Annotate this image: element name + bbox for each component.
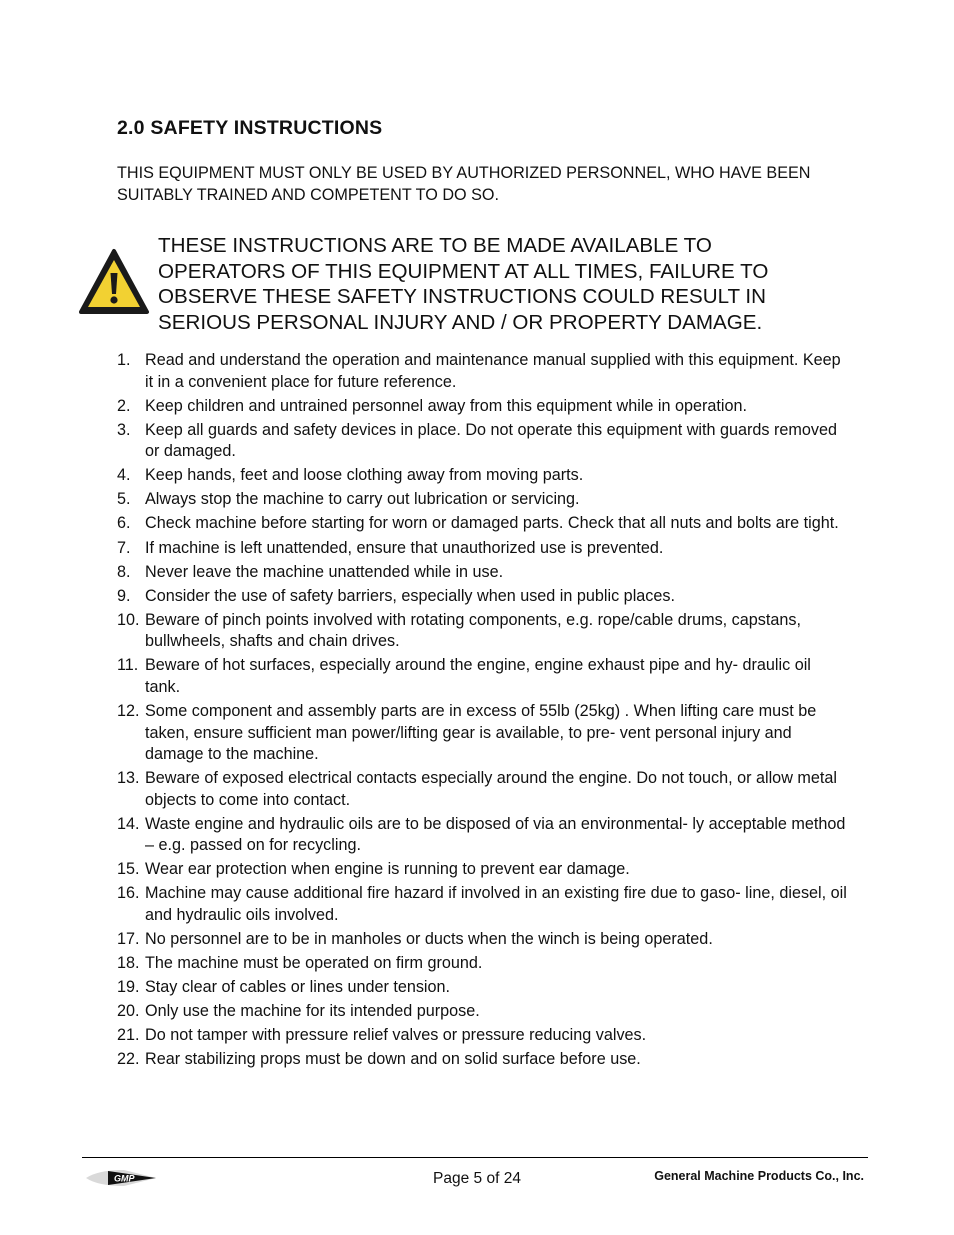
instruction-item bbox=[117, 396, 847, 418]
instruction-item bbox=[117, 586, 847, 608]
instruction-item bbox=[117, 768, 847, 811]
instruction-text: Some component and assembly parts are in excess of 55lb (25kg) . When lifting care must be taken, ensure sufficient man power/lifting gear is available, to pre- vent personal injury and damage to the machine. bbox=[145, 702, 817, 764]
instruction-item bbox=[117, 953, 847, 975]
safety-instructions-list bbox=[117, 350, 847, 1074]
instruction-item bbox=[117, 489, 847, 511]
instruction-text: Never leave the machine unattended while in use. bbox=[145, 562, 504, 581]
instruction-item bbox=[117, 420, 847, 463]
instruction-item bbox=[117, 1025, 847, 1047]
instruction-text: Beware of pinch points involved with rotating components, e.g. rope/cable drums, capstans, bullwheels, shafts and chain drives. bbox=[145, 610, 801, 651]
instruction-number: 6. bbox=[117, 514, 131, 533]
instruction-item bbox=[117, 701, 847, 766]
instruction-number: 1. bbox=[117, 351, 131, 369]
instruction-number: 4. bbox=[117, 466, 131, 485]
instruction-number: 18. bbox=[117, 954, 140, 973]
instruction-text: Rear stabilizing props must be down and on solid surface before use. bbox=[145, 1050, 641, 1069]
instruction-text: Waste engine and hydraulic oils are to be disposed of via an environmental- ly acceptable method – e.g. passed on for recycling. bbox=[145, 814, 846, 855]
instruction-text: Keep all guards and safety devices in place. Do not operate this equipment with guards removed or damaged. bbox=[145, 420, 837, 461]
instruction-number: 7. bbox=[117, 538, 131, 557]
instruction-item bbox=[117, 562, 847, 584]
warning-triangle-icon bbox=[78, 248, 150, 316]
instruction-text: The machine must be operated on firm ground. bbox=[145, 954, 483, 973]
instruction-number: 21. bbox=[117, 1026, 140, 1045]
instruction-text: Keep hands, feet and loose clothing away from moving parts. bbox=[145, 466, 584, 485]
instruction-item bbox=[117, 883, 847, 926]
instruction-text: Do not tamper with pressure relief valves or pressure reducing valves. bbox=[145, 1026, 647, 1045]
instruction-item bbox=[117, 977, 847, 999]
instruction-number: 19. bbox=[117, 978, 140, 997]
instruction-number: 3. bbox=[117, 420, 131, 439]
instruction-item bbox=[117, 1049, 847, 1071]
instruction-item bbox=[117, 814, 847, 857]
company-name: General Machine Products Co., Inc. bbox=[654, 1169, 864, 1183]
instruction-item bbox=[117, 538, 847, 560]
intro-paragraph: THIS EQUIPMENT MUST ONLY BE USED BY AUTHORIZED PERSONNEL, WHO HAVE BEEN SUITABLY TRAINED AND COMPETENT TO DO SO. bbox=[117, 164, 811, 204]
warning-line: OPERATORS OF THIS EQUIPMENT AT ALL TIMES, FAILURE TO bbox=[158, 259, 769, 283]
instruction-text: Keep children and untrained personnel away from this equipment while in operation. bbox=[145, 396, 748, 415]
instruction-item bbox=[117, 859, 847, 881]
instruction-number: 15. bbox=[117, 860, 140, 879]
instruction-number: 2. bbox=[117, 396, 131, 415]
instruction-text: Beware of hot surfaces, especially around the engine, engine exhaust pipe and hy- draulic oil tank. bbox=[145, 656, 811, 696]
instruction-text: Stay clear of cables or lines under tension. bbox=[145, 978, 451, 997]
instruction-item bbox=[117, 1001, 847, 1023]
instruction-text: Wear ear protection when engine is running to prevent ear damage. bbox=[145, 860, 630, 879]
instruction-text: Consider the use of safety barriers, especially when used in public places. bbox=[145, 586, 675, 605]
logo-text: GMP bbox=[114, 1173, 135, 1184]
instruction-item bbox=[117, 610, 847, 653]
section-heading: 2.0 SAFETY INSTRUCTIONS bbox=[117, 117, 383, 139]
footer-divider bbox=[82, 1157, 868, 1158]
warning-line: THESE INSTRUCTIONS ARE TO BE MADE AVAILABLE TO bbox=[158, 234, 712, 257]
instruction-item bbox=[117, 350, 847, 393]
instruction-text: If machine is left unattended, ensure that unauthorized use is prevented. bbox=[145, 538, 664, 557]
instruction-item bbox=[117, 513, 847, 535]
page-number: Page 5 of 24 bbox=[433, 1170, 521, 1187]
instruction-number: 14. bbox=[117, 814, 140, 833]
instruction-number: 16. bbox=[117, 884, 140, 903]
instruction-text: Always stop the machine to carry out lubrication or servicing. bbox=[145, 490, 580, 509]
instruction-number: 17. bbox=[117, 930, 140, 948]
instruction-item bbox=[117, 655, 847, 698]
warning-line: SERIOUS PERSONAL INJURY AND / OR PROPERTY DAMAGE. bbox=[158, 310, 763, 334]
instruction-text: Check machine before starting for worn or damaged parts. Check that all nuts and bolts are tight. bbox=[145, 514, 839, 533]
instruction-item bbox=[117, 465, 847, 487]
instruction-number: 22. bbox=[117, 1050, 140, 1069]
instruction-number: 12. bbox=[117, 702, 140, 721]
instruction-number: 11. bbox=[117, 656, 139, 675]
instruction-number: 13. bbox=[117, 769, 140, 788]
instruction-text: No personnel are to be in manholes or ducts when the winch is being operated. bbox=[145, 930, 713, 948]
instruction-number: 8. bbox=[117, 562, 131, 581]
instruction-text: Machine may cause additional fire hazard if involved in an existing fire due to gaso- line, diesel, oil and hydraulic oils involved. bbox=[145, 884, 847, 924]
warning-line: OBSERVE THESE SAFETY INSTRUCTIONS COULD RESULT IN bbox=[158, 285, 767, 308]
instruction-text: Beware of exposed electrical contacts especially around the engine. Do not touch, or allow metal objects to come into contact. bbox=[145, 769, 837, 809]
instruction-number: 10. bbox=[117, 610, 140, 629]
instruction-number: 9. bbox=[117, 586, 131, 605]
instruction-text: Only use the machine for its intended purpose. bbox=[145, 1002, 480, 1021]
instruction-text: Read and understand the operation and maintenance manual supplied with this equipment. Keep it in a convenient place for future reference. bbox=[145, 351, 841, 391]
instruction-number: 20. bbox=[117, 1002, 140, 1021]
instruction-number: 5. bbox=[117, 490, 131, 509]
instruction-item bbox=[117, 929, 847, 951]
warning-text bbox=[158, 233, 848, 335]
